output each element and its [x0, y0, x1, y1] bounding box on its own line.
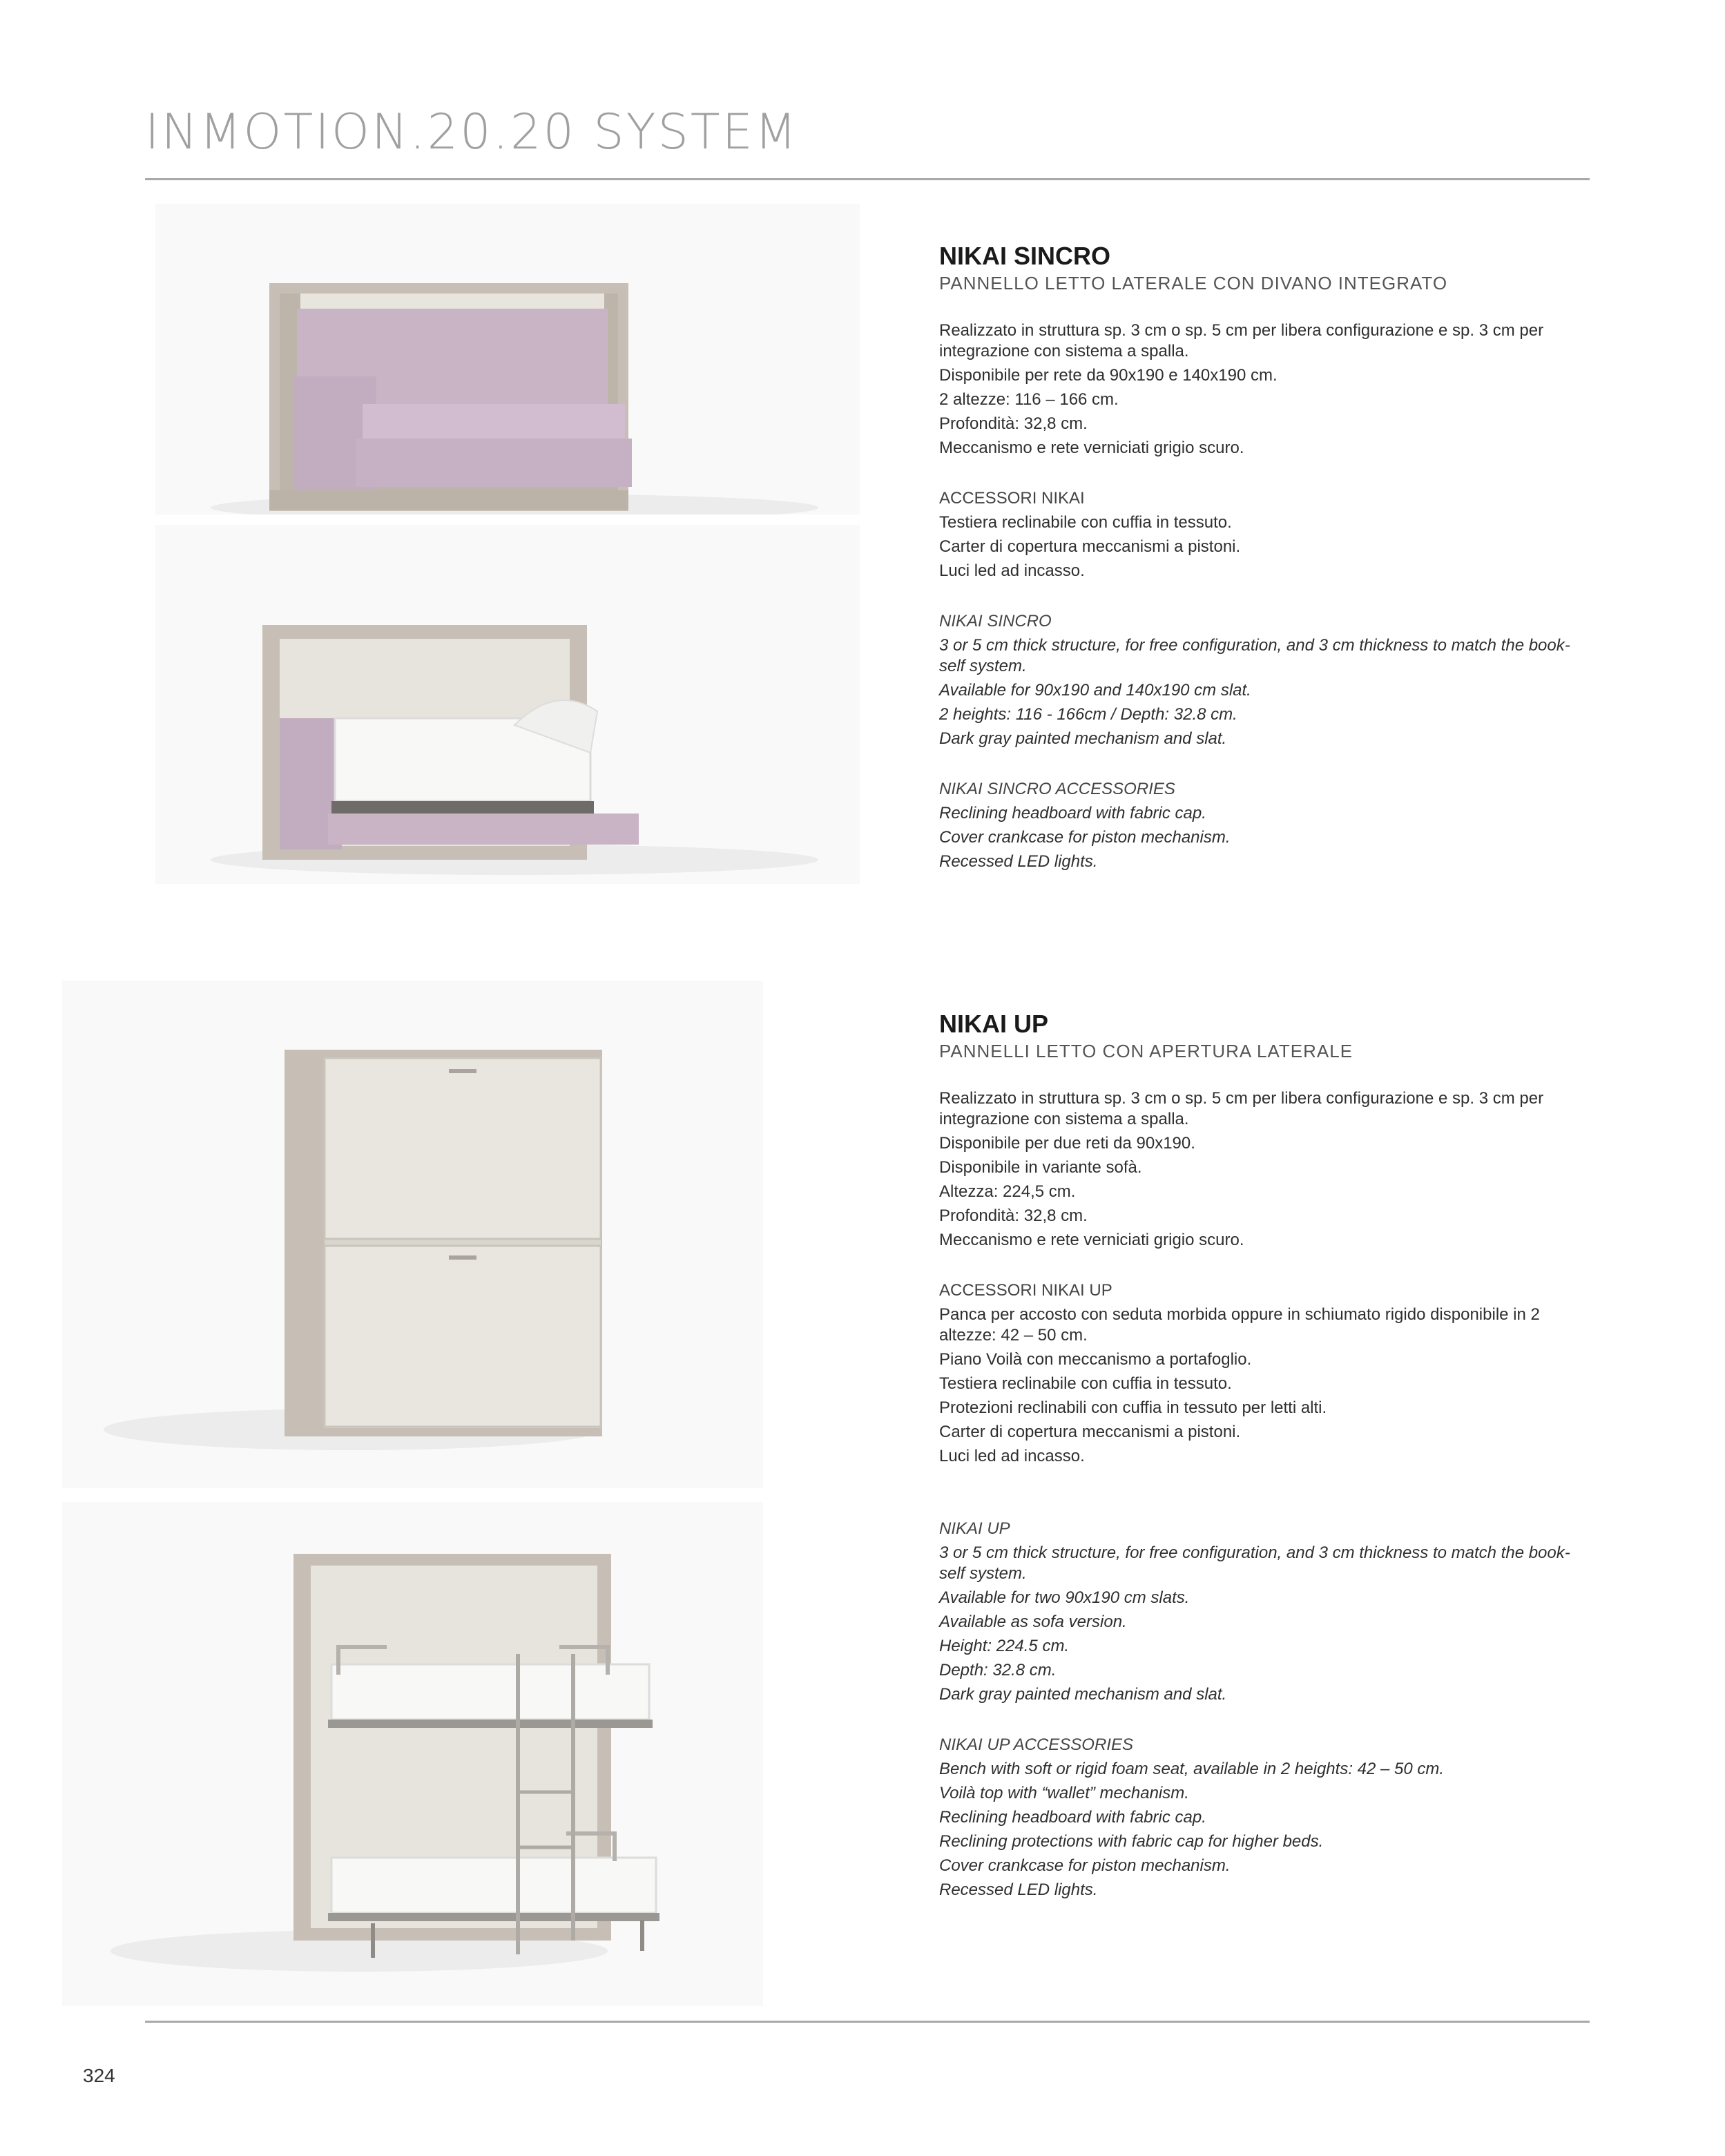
header-rule — [145, 178, 1590, 180]
up-desc-en-line: 3 or 5 cm thick structure, for free configuration, and 3 cm thickness to match the book-self system. — [939, 1543, 1570, 1583]
sincro-desc-it-line: Disponibile per rete da 90x190 e 140x190 cm. — [939, 366, 1278, 385]
sincro-open-photo — [155, 525, 860, 884]
up-text — [939, 1008, 1588, 1904]
sincro-acc-en-line: Reclining headboard with fabric cap. — [939, 804, 1206, 822]
sincro-desc-it-line: Realizzato in struttura sp. 3 cm o sp. 5 cm per libera configurazione e sp. 3 cm per integrazione con sistema a spalla. — [939, 321, 1544, 360]
up-desc-it-line: Profondità: 32,8 cm. — [939, 1206, 1088, 1225]
up-acc-en-line: Recessed LED lights. — [939, 1880, 1098, 1899]
sincro-closed-photo — [155, 204, 860, 514]
up-acc-en-line: Bench with soft or rigid foam seat, available in 2 heights: 42 – 50 cm. — [939, 1760, 1445, 1778]
up-desc-en-line: Height: 224.5 cm. — [939, 1637, 1070, 1655]
up-acc-it-line: Luci led ad incasso. — [939, 1447, 1085, 1465]
sincro-desc-it-line: 2 altezze: 116 – 166 cm. — [939, 390, 1119, 409]
sincro-acc-en-heading: NIKAI SINCRO ACCESSORIES — [939, 780, 1175, 798]
up-desc-en-line: Available as sofa version. — [939, 1613, 1127, 1631]
up-desc-it-line: Disponibile per due reti da 90x190. — [939, 1134, 1195, 1153]
up-acc-it-line: Protezioni reclinabili con cuffia in tessuto per letti alti. — [939, 1398, 1327, 1417]
up-acc-it-line: Testiera reclinabile con cuffia in tessuto. — [939, 1374, 1232, 1393]
up-acc-it-line: Piano Voilà con meccanismo a portafoglio. — [939, 1350, 1252, 1369]
sincro-en-heading: NIKAI SINCRO — [939, 612, 1052, 631]
up-desc-en-line: Depth: 32.8 cm. — [939, 1661, 1057, 1679]
sincro-desc-en-line: Available for 90x190 and 140x190 cm slat. — [939, 681, 1251, 700]
sincro-acc-it-line: Testiera reclinabile con cuffia in tessuto. — [939, 513, 1232, 532]
up-acc-en-line: Reclining headboard with fabric cap. — [939, 1808, 1206, 1827]
up-desc-it-line: Altezza: 224,5 cm. — [939, 1182, 1076, 1201]
sincro-text — [939, 240, 1588, 876]
up-open-photo — [62, 1502, 763, 2006]
page-title: INMOTION.20.20 SYSTEM — [145, 104, 799, 160]
up-desc-it-line: Meccanismo e rete verniciati grigio scuro. — [939, 1231, 1244, 1249]
sincro-desc-en-line: 3 or 5 cm thick structure, for free configuration, and 3 cm thickness to match the book-self system. — [939, 636, 1570, 675]
sincro-desc-it-line: Profondità: 32,8 cm. — [939, 414, 1088, 433]
up-desc-it-line: Realizzato in struttura sp. 3 cm o sp. 5 cm per libera configurazione e sp. 3 cm per integrazione con sistema a spalla. — [939, 1089, 1544, 1128]
up-acc-en-line: Reclining protections with fabric cap for higher beds. — [939, 1832, 1324, 1851]
footer-rule — [145, 2021, 1590, 2023]
sincro-title: NIKAI SINCRO — [939, 242, 1111, 270]
up-desc-en-line: Available for two 90x190 cm slats. — [939, 1588, 1190, 1607]
up-acc-it-line: Panca per accosto con seduta morbida oppure in schiumato rigido disponibile in 2 altezze: 42 – 50 cm. — [939, 1305, 1540, 1345]
up-closed-photo — [62, 981, 763, 1488]
page-number: 324 — [83, 2065, 115, 2086]
sincro-acc-it-line: Carter di copertura meccanismi a pistoni. — [939, 537, 1241, 556]
sincro-acc-it-heading: ACCESSORI NIKAI — [939, 489, 1085, 508]
up-acc-en-heading: NIKAI UP ACCESSORIES — [939, 1735, 1133, 1754]
sincro-desc-it-line: Meccanismo e rete verniciati grigio scuro. — [939, 439, 1244, 457]
sincro-acc-en-line: Cover crankcase for piston mechanism. — [939, 828, 1231, 847]
up-subtitle: PANNELLI LETTO CON APERTURA LATERALE — [939, 1041, 1353, 1061]
up-en-heading: NIKAI UP — [939, 1519, 1010, 1538]
up-acc-it-heading: ACCESSORI NIKAI UP — [939, 1281, 1112, 1300]
up-desc-it-line: Disponibile in variante sofà. — [939, 1158, 1142, 1177]
up-acc-en-line: Voilà top with “wallet” mechanism. — [939, 1784, 1189, 1802]
sincro-desc-en-line: Dark gray painted mechanism and slat. — [939, 729, 1227, 748]
up-acc-en-line: Cover crankcase for piston mechanism. — [939, 1856, 1231, 1875]
up-acc-it-line: Carter di copertura meccanismi a pistoni. — [939, 1423, 1241, 1441]
up-desc-en-line: Dark gray painted mechanism and slat. — [939, 1685, 1227, 1704]
sincro-desc-en-line: 2 heights: 116 - 166cm / Depth: 32.8 cm. — [939, 705, 1237, 724]
up-title: NIKAI UP — [939, 1010, 1049, 1038]
sincro-acc-en-line: Recessed LED lights. — [939, 852, 1098, 871]
sincro-subtitle: PANNELLO LETTO LATERALE CON DIVANO INTEGRATO — [939, 273, 1448, 293]
sincro-acc-it-line: Luci led ad incasso. — [939, 561, 1085, 580]
